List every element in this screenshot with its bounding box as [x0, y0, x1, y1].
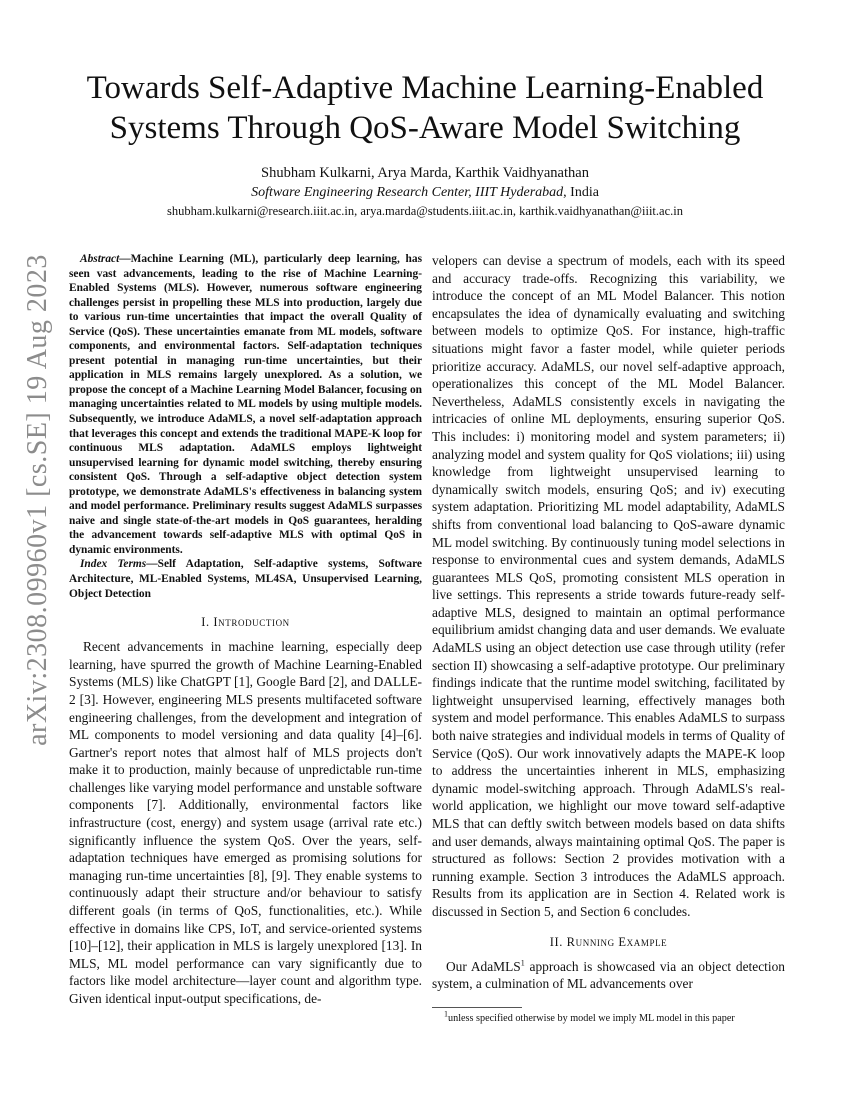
running-example-paragraph	[432, 958, 785, 993]
author-names: Shubham Kulkarni, Arya Marda, Karthik Vaidhyanathan	[261, 165, 589, 181]
left-column	[69, 252, 422, 1008]
affiliation-institution: Software Engineering Research Center, IIIT Hyderabad	[251, 185, 564, 200]
author-block	[60, 164, 790, 221]
index-terms-text: —Self Adaptation, Self-adaptive systems, Software Architecture, ML-Enabled Systems, ML4SA, Unsupervised Learning, Object Detection	[69, 558, 422, 600]
paper-title	[60, 68, 790, 148]
arxiv-id: arXiv:2308.09960v1 [cs.SE] 19 Aug 2023	[22, 254, 54, 746]
introduction-paragraph: Recent advancements in machine learning, especially deep learning, have spurred the growth of Machine Learning-Enabled Systems (MLS) like ChatGPT [1], Google Bard [2], and DALLE-2 [3]. However, engineering MLS presents multifaceted software engineering challenges, from the development and integration of ML components to model versioning and data quality [4]–[6]. Gartner's report notes that almost half of MLS projects don't make it to production, mainly because of unpredictable run-time challenges like varying model performance and unstable software components [7]. Additionally, environmental factors like infrastructure (cost, energy) and system usage (arrival rate etc.) significantly influence the system QoS. Over the years, self-adaptation techniques have emerged as promising solutions for managing run-time uncertainties [8], [9]. They enable systems to continuously adapt their structure and/or behaviour to satisfy different goals (in terms of QoS, functionalities, etc.). While effective in domains like CPS, IoT, and service-oriented systems [10]–[12], their application in MLS is largely unexplored [13]. In MLS, ML model performance can vary significantly due to factors like model architecture—layer count and algorithm type. Given identical input-output specifications, de-	[69, 639, 422, 1006]
arxiv-identifier-stamp	[14, 254, 62, 746]
footnote-reference: 1	[520, 958, 525, 968]
footnote	[444, 1009, 785, 1025]
affiliation-country: , India	[563, 185, 599, 200]
affiliation	[60, 183, 790, 202]
footnote-text: unless specified otherwise by model we imply ML model in this paper	[448, 1012, 735, 1024]
section-heading-running-example: II. Running Example	[549, 934, 668, 949]
index-terms-label: Index Terms	[80, 558, 147, 571]
footnote-divider	[432, 1007, 522, 1008]
title-line-1: Towards Self-Adaptive Machine Learning-Enabled	[86, 70, 764, 106]
index-terms	[69, 557, 422, 601]
running-example-rest: approach is showcased via an object detection system, a culmination of ML advancements over	[432, 958, 785, 992]
author-emails: shubham.kulkarni@research.iiit.ac.in, arya.marda@students.iiit.ac.in, karthik.vaidhyanathan@iiit.ac.in	[167, 204, 683, 218]
running-example-start: Our AdaMLS	[446, 958, 521, 974]
section-heading-introduction: I. Introduction	[201, 615, 290, 630]
abstract-label: Abstract	[80, 253, 120, 265]
introduction-continued-paragraph: velopers can devise a spectrum of models, each with its speed and accuracy trade-offs. Recognizing this variability, we introduce the concept of an ML Model Balancer. This notion encapsulates the idea of dynamically evaluating and switching between models to optimize QoS. For instance, high-traffic situations might favor a faster model, while quieter periods prioritize accuracy. AdaMLS, our novel self-adaptive approach, operationalizes this concept of the ML Model Balancer. Nevertheless, AdaMLS consistently excels in navigating the intricacies of online ML deployments, ensuring superior QoS. This includes: i) monitoring model and system parameters; ii) analyzing model and system quality for QoS violations; iii) using knowledge from lightweight unsupervised learning to dynamically switch models, ensuring QoS; and iv) executing system adaptation. Prioritizing ML model adaptability, AdaMLS shifts from conventional load balancing to QoS-aware dynamic ML model switching. By continuously tuning model selections in response to environmental cues and system demands, AdaMLS guarantees MLS QoS, promoting consistent MLS operation in live settings. This represents a stride towards future-ready self-adaptive MLS, designed to maintain an optimal performance equilibrium amidst changing data and user demands. We evaluate AdaMLS using an object detection use case through utility (refer section II) showcasing a self-adaptive prototype. Our preliminary findings indicate that the runtime model switching, facilitated by lightweight unsupervised learning, effectively manages both system and model performance. This enables AdaMLS to surpass both naive strategies and individual models in terms of Quality of Service (QoS). Our work innovatively adapts the MAPE-K loop to address the uncertainties inherent in MLS, emphasizing dynamic model-switching approach. Through AdaMLS's real-world application, we highlight our move toward self-adaptive MLS that can deftly switch between models based on data shifts and user demands, always maintaining optimal QoS. The paper is structured as follows: Section 2 provides motivation with a running example. Section 3 introduces the AdaMLS approach. Results from its application are in Section 4. Related work is discussed in Section 5, and Section 6 concludes.	[432, 253, 785, 919]
right-column	[432, 252, 785, 1025]
abstract-text: —Machine Learning (ML), particularly deep learning, has seen vast advancements, leading to the rise of Machine Learning-Enabled Systems (MLS). However, numerous software engineering challenges persist in propelling these MLS into production, largely due to various run-time uncertainties that impact the overall Quality of Service (QoS). These uncertainties emanate from ML models, software components, and environmental factors. Self-adaptation techniques present potential in managing run-time uncertainties, but their application in MLS remains largely unexplored. As a solution, we propose the concept of a Machine Learning Model Balancer, focusing on managing uncertainties related to ML models by using multiple models. Subsequently, we introduce AdaMLS, a novel self-adaptation approach that leverages this concept and extends the traditional MAPE-K loop for continuous MLS adaptation. AdaMLS employs lightweight unsupervised learning for dynamic model switching, thereby ensuring consistent QoS. Through a self-adaptive object detection system prototype, we demonstrate AdaMLS's effectiveness in balancing system and model performance. Preliminary results suggest AdaMLS surpasses naive and single state-of-the-art models in QoS guarantees, heralding the advancement towards self-adaptive MLS with optimal QoS in dynamic environments.	[69, 253, 422, 556]
footnote-number: 1	[444, 1009, 448, 1019]
abstract	[69, 252, 422, 557]
title-line-2: Systems Through QoS-Aware Model Switching	[109, 110, 741, 146]
